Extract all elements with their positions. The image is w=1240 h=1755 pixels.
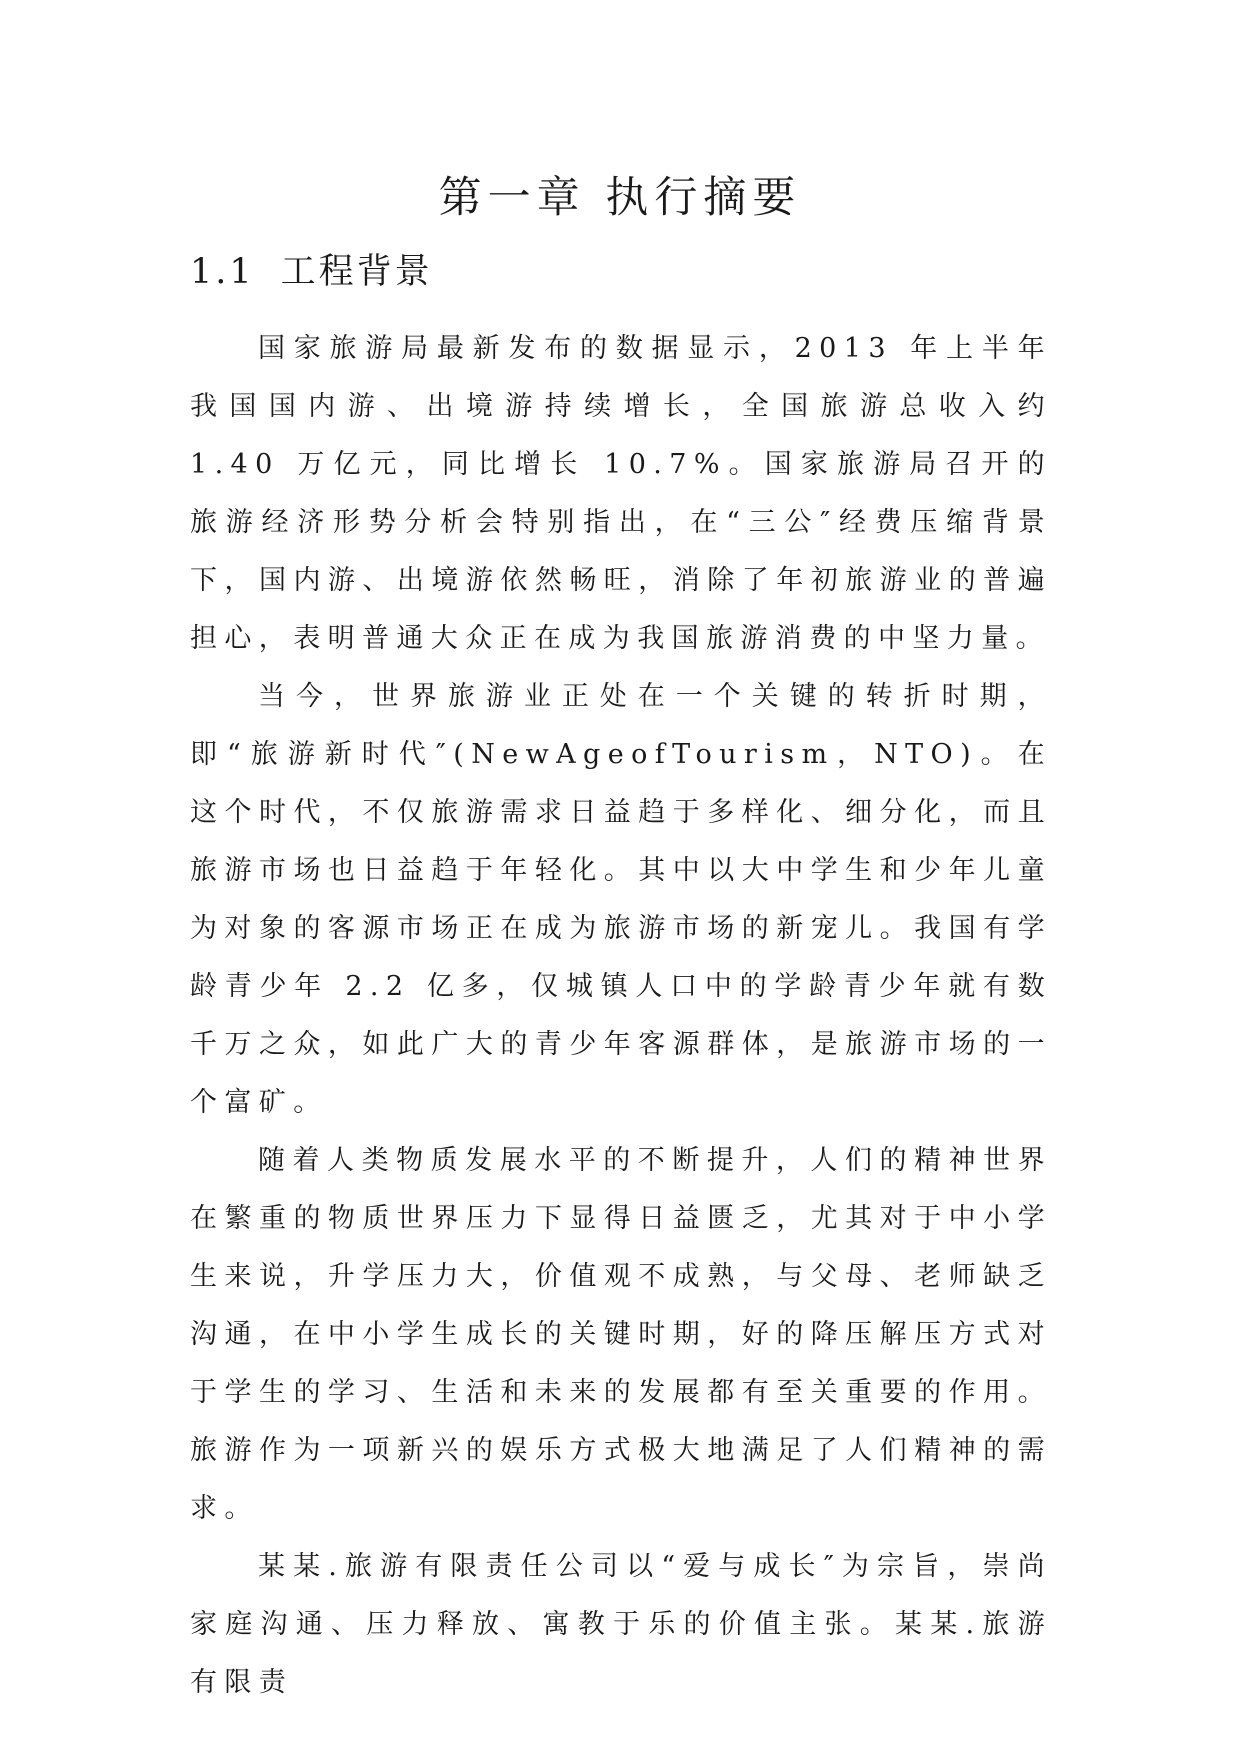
paragraph: 随着人类物质发展水平的不断提升，人们的精神世界在繁重的物质世界压力下显得日益匮乏，尤其对于中小学生来说，升学压力大，价值观不成熟，与父母、老师缺乏沟通，在中小学生成长的关键时期，好的降压解压方式对于学生的学习、生活和未来的发展都有至关重要的作用。旅游作为一项新兴的娱乐方式极大地满足了人们精神的需求。 (190, 1145, 1052, 1524)
section-title: 工程背景 (280, 252, 433, 292)
paragraph: 国家旅游局最新发布的数据显示，2013 年上半年我国国内游、出境游持续增长，全国旅游总收入约 1.40 万亿元，同比增长 10.7%。国家旅游局召开的旅游经济形势分析会特别指出，在“三公″经费压缩背景下，国内游、出境游依然畅旺，消除了年初旅游业的普遍担心，表明普通大众正在成为我国旅游消费的中坚力量。 (190, 333, 1052, 654)
section-number: 1.1 (190, 252, 255, 292)
paragraph: 当今，世界旅游业正处在一个关键的转折时期，即“旅游新时代″(NewAgeofTourism，NTO)。在这个时代，不仅旅游需求日益趋于多样化、细分化，而且旅游市场也日益趋于年轻化。其中以大中学生和少年儿童为对象的客源市场正在成为旅游市场的新宠儿。我国有学龄青少年 2.2 亿多，仅城镇人口中的学龄青少年就有数千万之众，如此广大的青少年客源群体，是旅游市场的一个富矿。 (190, 681, 1052, 1118)
chapter-title: 第一章 执行摘要 (438, 173, 802, 223)
section-heading (190, 248, 433, 296)
body-text (190, 320, 1052, 1712)
paragraph: 某某.旅游有限责任公司以“爱与成长″为宗旨，崇尚家庭沟通、压力释放、寓教于乐的价值主张。某某.旅游有限责 (190, 1551, 1052, 1698)
